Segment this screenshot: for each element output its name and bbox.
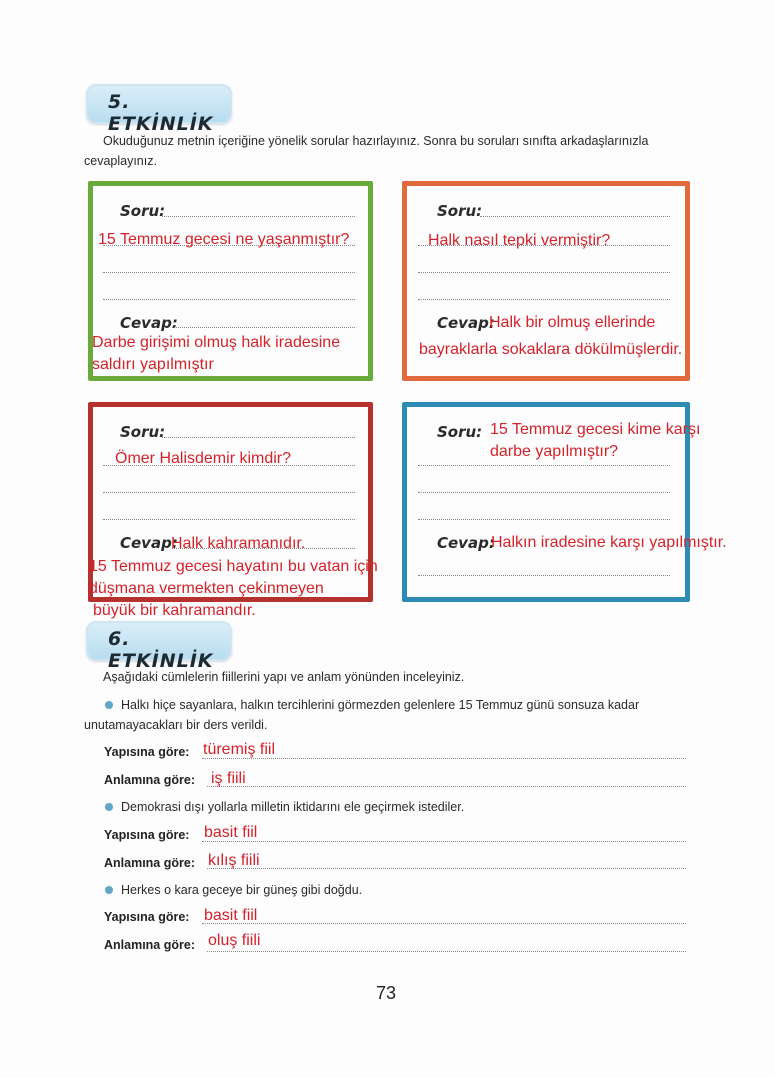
- dotted-line: [207, 868, 686, 869]
- handwritten-question-1: 15 Temmuz gecesi ne yaşanmıştır?: [98, 231, 350, 248]
- handwritten-question-4a: 15 Temmuz gecesi kime karşı: [490, 421, 701, 438]
- handwritten-answer-3d: büyük bir kahramandır.: [93, 602, 256, 619]
- dotted-line: [480, 216, 670, 217]
- dotted-line: [103, 299, 355, 300]
- yapi-answer-2: basit fiil: [204, 824, 258, 841]
- dotted-line: [202, 841, 686, 842]
- dotted-line: [418, 299, 670, 300]
- yapi-label-2: Yapısına göre:: [104, 828, 190, 842]
- dotted-line: [162, 216, 355, 217]
- cevap-label-1: Cevap:: [120, 314, 178, 332]
- handwritten-answer-1a: Darbe girişimi olmuş halk iradesine: [92, 334, 341, 351]
- dotted-line: [418, 465, 670, 466]
- sentence-3-line1: Herkes o kara geceye bir güneş gibi doğdu.: [121, 883, 363, 897]
- handwritten-answer-2a: Halk bir olmuş ellerinde: [489, 314, 656, 331]
- activity5-instruction-line2: cevaplayınız.: [84, 154, 157, 168]
- dotted-line: [207, 786, 686, 787]
- dotted-line: [418, 272, 670, 273]
- dotted-line: [162, 437, 355, 438]
- yapi-answer-3: basit fiil: [204, 907, 258, 924]
- dotted-line: [103, 519, 355, 520]
- dotted-line: [103, 272, 355, 273]
- handwritten-answer-2b: bayraklarla sokaklara dökülmüşlerdir.: [419, 341, 683, 358]
- dotted-line: [418, 575, 670, 576]
- sentence-1-line1: Halkı hiçe sayanlara, halkın tercihlerini görmezden gelenlere 15 Temmuz günü sonsuza kadar: [121, 698, 640, 712]
- sentence-2-line1: Demokrasi dışı yollarla milletin iktidarını ele geçirmek istediler.: [121, 800, 465, 814]
- handwritten-question-3: Ömer Halisdemir kimdir?: [115, 450, 292, 467]
- handwritten-question-4b: darbe yapılmıştır?: [490, 443, 619, 460]
- anlam-label-3: Anlamına göre:: [104, 938, 195, 952]
- bullet-icon: [105, 886, 113, 894]
- handwritten-answer-1b: saldırı yapılmıştır: [92, 356, 214, 373]
- sentence-1-line2: unutamayacakları bir ders verildi.: [84, 718, 268, 732]
- handwritten-answer-3c: düşmana vermekten çekinmeyen: [89, 580, 324, 597]
- dotted-line: [418, 492, 670, 493]
- soru-label-3: Soru:: [120, 423, 166, 441]
- page-number: 73: [376, 983, 397, 1003]
- cevap-label-3: Cevap:: [120, 534, 178, 552]
- anlam-answer-2: kılış fiili: [208, 852, 260, 869]
- yapi-answer-1: türemiş fiil: [203, 741, 276, 758]
- anlam-label-1: Anlamına göre:: [104, 773, 195, 787]
- handwritten-answer-4: Halkın iradesine karşı yapılmıştır.: [491, 534, 727, 551]
- dotted-line: [202, 923, 686, 924]
- soru-label-1: Soru:: [120, 202, 166, 220]
- anlam-answer-1: iş fiili: [211, 770, 246, 787]
- activity5-badge: [86, 84, 232, 135]
- handwritten-answer-3b: 15 Temmuz gecesi hayatını bu vatan için: [89, 558, 378, 575]
- dotted-line: [103, 492, 355, 493]
- activity5-instruction-line1: Okuduğunuz metnin içeriğine yönelik sorular hazırlayınız. Sonra bu soruları sınıfta arkadaşlarınızla: [103, 134, 649, 148]
- dotted-line: [418, 519, 670, 520]
- dotted-line: [172, 327, 355, 328]
- anlam-label-2: Anlamına göre:: [104, 856, 195, 870]
- yapi-label-3: Yapısına göre:: [104, 910, 190, 924]
- handwritten-question-2: Halk nasıl tepki vermiştir?: [428, 232, 611, 249]
- activity5-title: 5. ETKİNLİK: [108, 91, 214, 135]
- bullet-icon: [105, 803, 113, 811]
- bullet-icon: [105, 701, 113, 709]
- yapi-label-1: Yapısına göre:: [104, 745, 190, 759]
- activity6-title: 6. ETKİNLİK: [108, 628, 214, 672]
- soru-label-4: Soru:: [437, 423, 483, 441]
- dotted-line: [207, 951, 686, 952]
- activity6-badge: [86, 621, 232, 672]
- cevap-label-4: Cevap:: [437, 534, 495, 552]
- handwritten-answer-3a: Halk kahramanıdır.: [171, 535, 306, 552]
- soru-label-2: Soru:: [437, 202, 483, 220]
- anlam-answer-3: oluş fiili: [208, 932, 261, 949]
- activity6-instruction: Aşağıdaki cümlelerin fiillerini yapı ve anlam yönünden inceleyiniz.: [103, 670, 465, 684]
- cevap-label-2: Cevap:: [437, 314, 495, 332]
